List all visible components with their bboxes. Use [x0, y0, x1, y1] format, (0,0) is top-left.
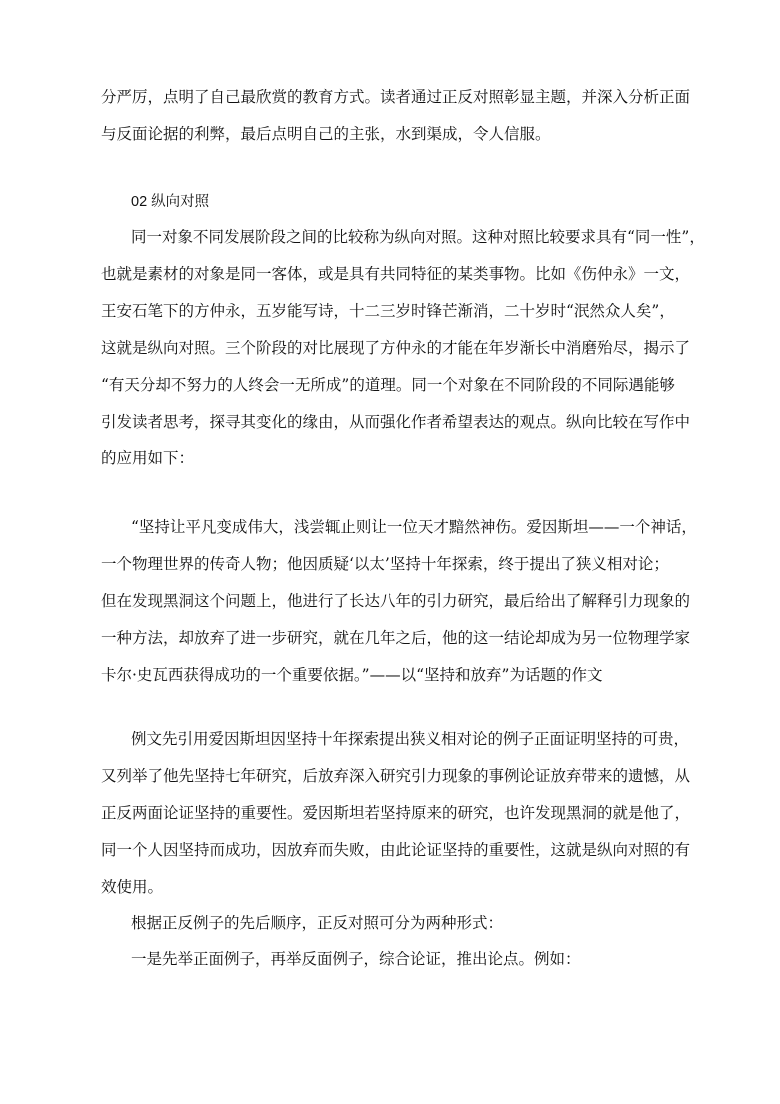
- text-line: 一个物理世界的传奇人物；他因质疑‘以太’坚持十年探索，终于提出了狭义相对论；: [101, 555, 669, 573]
- text-line: 的应用如下：: [101, 449, 195, 467]
- text-line: 同一对象不同发展阶段之间的比较称为纵向对照。这种对照比较要求具有“同一性”，: [131, 228, 705, 246]
- form-one: 一是先举正面例子，再举反面例子，综合论证，推出论点。例如：: [131, 950, 581, 968]
- text-line: 分严厉，点明了自己最欣赏的教育方式。读者通过正反对照彰显主题，并深入分析正面: [101, 88, 691, 106]
- text-line: “坚持让平凡变成伟大，浅尝辄止则让一位天才黯然神伤。爱因斯坦——一个神话，: [131, 518, 697, 536]
- text-line: 例文先引用爱因斯坦因坚持十年探索提出狭义相对论的例子正面证明坚持的可贵，: [131, 730, 690, 748]
- text-line: 卡尔·史瓦西获得成功的一个重要依据。”——以“坚持和放弃”为话题的作文: [101, 666, 603, 684]
- text-line: 这就是纵向对照。三个阶段的对比展现了方仲永的才能在年岁渐长中消磨殆尽，揭示了: [101, 339, 691, 357]
- text-line: 引发读者思考，探寻其变化的缘由，从而强化作者希望表达的观点。纵向比较在写作中: [101, 413, 691, 431]
- text-line: 也就是素材的对象是同一客体，或是具有共同特征的某类事物。比如《伤仲永》一文，: [101, 265, 691, 283]
- text-line: 一种方法，却放弃了进一步研究，就在几年之后，他的这一结论却成为另一位物理学家: [101, 629, 691, 647]
- section-heading: 02 纵向对照: [131, 194, 210, 210]
- text-line: 同一个人因坚持而成功，因放弃而失败，由此论证坚持的重要性，这就是纵向对照的有: [101, 841, 691, 859]
- text-line: 效使用。: [101, 878, 164, 896]
- text-line: “有天分却不努力的人终会一无所成”的道理。同一个对象在不同阶段的不同际遇能够: [101, 376, 675, 394]
- forms-intro: 根据正反例子的先后顺序，正反对照可分为两种形式：: [131, 914, 504, 932]
- text-line: 王安石笔下的方仲永，五岁能写诗，十二三岁时锋芒渐消，二十岁时“泯然众人矣”，: [101, 302, 675, 320]
- text-line: 但在发现黑洞这个问题上，他进行了长达八年的引力研究，最后给出了解释引力现象的: [101, 592, 691, 610]
- text-line: 又列举了他先坚持七年研究，后放弃深入研究引力现象的事例论证放弃带来的遗憾，从: [101, 767, 691, 785]
- text-line: 与反面论据的利弊，最后点明自己的主张，水到渠成，令人信服。: [101, 125, 551, 143]
- text-line: 正反两面论证坚持的重要性。爱因斯坦若坚持原来的研究，也许发现黑洞的就是他了，: [101, 804, 691, 822]
